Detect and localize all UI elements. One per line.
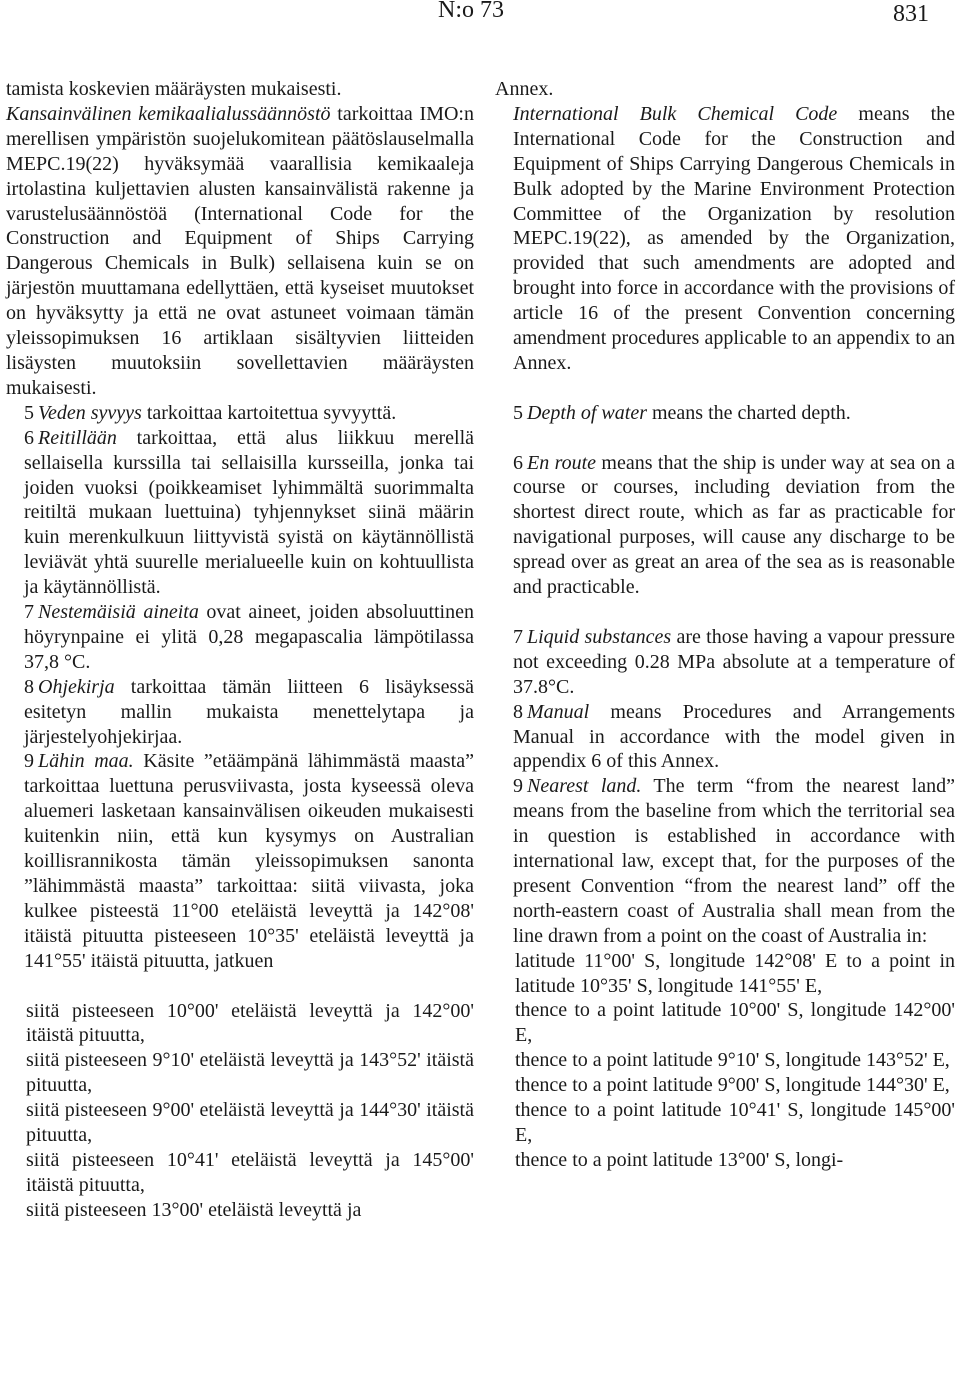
paragraph-nearest-land [6, 749, 474, 973]
definition-text: means that the ship is under way at sea on a course or courses, including deviation from the shortest direct route, which as far as practicable for navigational purposes, will cause any discharge to be spread over as great an area of the sea as is reasonable and practicable. [513, 451, 955, 599]
item-number: 6 [24, 426, 34, 449]
item-number: 5 [24, 401, 34, 424]
paragraph-text: tamista koskevien määräysten mukaisesti. [6, 78, 342, 100]
defined-term: Veden syvyys [38, 401, 142, 424]
definition-text: The term “from the nearest land” means from the baseline from which the territorial sea in question is established in accordance with international law, except that, for the purposes of the present Convention “from the nearest land” off the north-eastern coast of Australia shall mean from the line drawn from a point on the coast of Australia in: [513, 775, 956, 947]
definition-text: means Procedures and Arrangements Manual in accordance with the model given in appendix 6 of this Annex. [513, 700, 955, 773]
paragraph-liquid-substances [6, 600, 474, 675]
defined-term: Nestemäisiä aineita [38, 601, 199, 624]
definition-text: ovat aineet, joiden absoluuttinen höyrynpaine ei ylitä 0,28 megapascalia lämpötilassa 37,8 °C. [24, 601, 474, 673]
paragraph-nearest-land [495, 774, 955, 948]
document-number: N:o 73 [438, 0, 504, 23]
coordinate-line: siitä pisteeseen 9°00' eteläistä leveyttä ja 144°30' itäistä pituutta, [26, 1099, 474, 1147]
defined-term: Kansainvälinen kemikaalialussäännöstö [6, 102, 331, 125]
paragraph-depth-of-water [495, 401, 955, 426]
definition-text: tarkoittaa tämän liitteen 6 lisäyksessä esitetyn mallin mukaista menettelytapa ja järjestelyohjekirjaa. [24, 675, 474, 748]
item-number: 8 [24, 675, 34, 698]
definition-text: are those having a vapour pressure not exceeding 0.28 MPa absolute at a temperature of 37.8°C. [513, 625, 955, 698]
coordinate-line: thence to a point latitude 9°10' S, longitude 143°52' E, [515, 1049, 950, 1072]
defined-term: En route [527, 451, 597, 474]
paragraph [6, 77, 474, 102]
paragraph-manual [495, 700, 955, 775]
defined-term: International Bulk Chemical Code [513, 102, 838, 125]
coordinate-line: thence to a point latitude 13°00' S, longi- [515, 1148, 844, 1171]
paragraph-en-route [495, 451, 955, 600]
definition-text: means the International Code for the Construction and Equipment of Ships Carrying Dangerous Chemicals in Bulk adopted by the Marine Environment Protection Committee of the Organization by resolution MEPC.19(22), as amended by the Organization, provided that such amendments are adopted and brought into force in accordance with the provisions of article 16 of the present Convention concerning amendment procedures applicable to an appendix to an Annex. [513, 102, 955, 374]
coordinate-line: siitä pisteeseen 10°00' eteläistä leveyttä ja 142°00' itäistä pituutta, [26, 999, 474, 1047]
coordinate-line: thence to a point latitude 9°00' S, longitude 144°30' E, [515, 1074, 950, 1097]
page-header [0, 0, 960, 34]
coordinate-line: thence to a point latitude 10°00' S, longitude 142°00' E, [515, 999, 955, 1047]
paragraph [495, 77, 955, 102]
item-number: 7 [513, 625, 523, 648]
definition-text: tarkoittaa, että alus liikkuu merellä sellaisella kurssilla tai sellaisilla kursseilla, jonka tai joiden vuoksi (poikkeamiset lyhimmältä suorimmalta reitiltä mukaan luettuina) tyhjennykset siinä määrin kuin merenkulkuun liittyvistä syistä on käytännöllistä leviävät yhtä suurelle merialueelle kuin on kohtuullista ja käytännöllistä. [24, 426, 474, 599]
coordinate-line: siitä pisteeseen 13°00' eteläistä leveyttä ja [26, 1198, 362, 1221]
item-number: 8 [513, 700, 523, 723]
defined-term: Lähin maa. [38, 750, 134, 773]
paragraph-ibc-code [6, 102, 474, 401]
paragraph-en-route [6, 426, 474, 600]
finnish-column [6, 77, 474, 1223]
coordinate-line: siitä pisteeseen 9°10' eteläistä leveyttä ja 143°52' itäistä pituutta, [26, 1049, 474, 1097]
item-number: 6 [513, 451, 523, 474]
coordinate-line: siitä pisteeseen 10°41' eteläistä leveyttä ja 145°00' itäistä pituutta, [26, 1148, 474, 1196]
paragraph-manual [6, 675, 474, 750]
paragraph-liquid-substances [495, 625, 955, 700]
defined-term: Depth of water [527, 401, 647, 424]
paragraph-ibc-code [495, 102, 955, 376]
coordinate-line: latitude 11°00' S, longitude 142°08' E to a point in latitude 10°35' S, longitude 141°55' E, [515, 949, 955, 997]
definition-text: Käsite ”etäämpänä lähimmästä maasta” tarkoittaa luettuna perusviivasta, josta kyseessä oleva aluemeri lasketaan kansainvälisen oikeuden mukaisesti kuitenkin niin, että kun kysymys on Australian koillisrannikosta tämän yleissopimuksen sanonta ”lähimmästä maasta” tarkoittaa: siitä viivasta, joka kulkee pisteestä 11°00 eteläistä leveyttä ja 142°08' itäistä pituutta pisteeseen 10°35' eteläistä leveyttä ja 141°55' itäistä pituutta, jatkuen [24, 750, 474, 972]
paragraph-depth-of-water [6, 401, 474, 426]
definition-text: tarkoittaa kartoitettua syvyyttä. [141, 401, 397, 424]
item-number: 9 [513, 775, 523, 798]
definition-text: means the charted depth. [647, 401, 851, 424]
definition-text: tarkoittaa IMO:n merellisen ympäristön suojelukomitean päätöslauselmalla MEPC.19(22) hyväksymää vaarallisia kemikaaleja irtolastina kuljettavien alusten kansainvälistä rakenne ja varustelusäännöstöä (International Code for the Construction and Equipment of Ships Carrying Dangerous Chemicals in Bulk) sellaisena kuin se on järjestön muuttamana edellyttäen, että kyseiset muutokset on hyväksytty ja että ne ovat astuneet voimaan tämän yleissopimuksen 16 artiklaan sisältyvien liitteiden lisäysten muutoksiin sovellettavien määräysten mukaisesti. [6, 102, 474, 399]
defined-term: Nearest land. [527, 775, 642, 798]
page-number: 831 [893, 1, 929, 27]
defined-term: Ohjekirja [38, 675, 115, 698]
defined-term: Manual [527, 700, 590, 723]
item-number: 9 [24, 750, 34, 773]
coordinate-line: thence to a point latitude 10°41' S, longitude 145°00' E, [515, 1099, 955, 1147]
defined-term: Liquid substances [527, 625, 672, 648]
defined-term: Reitillään [38, 426, 117, 449]
item-number: 5 [513, 401, 523, 424]
english-column [495, 77, 955, 1173]
item-number: 7 [24, 601, 34, 624]
paragraph-text: Annex. [495, 78, 554, 100]
